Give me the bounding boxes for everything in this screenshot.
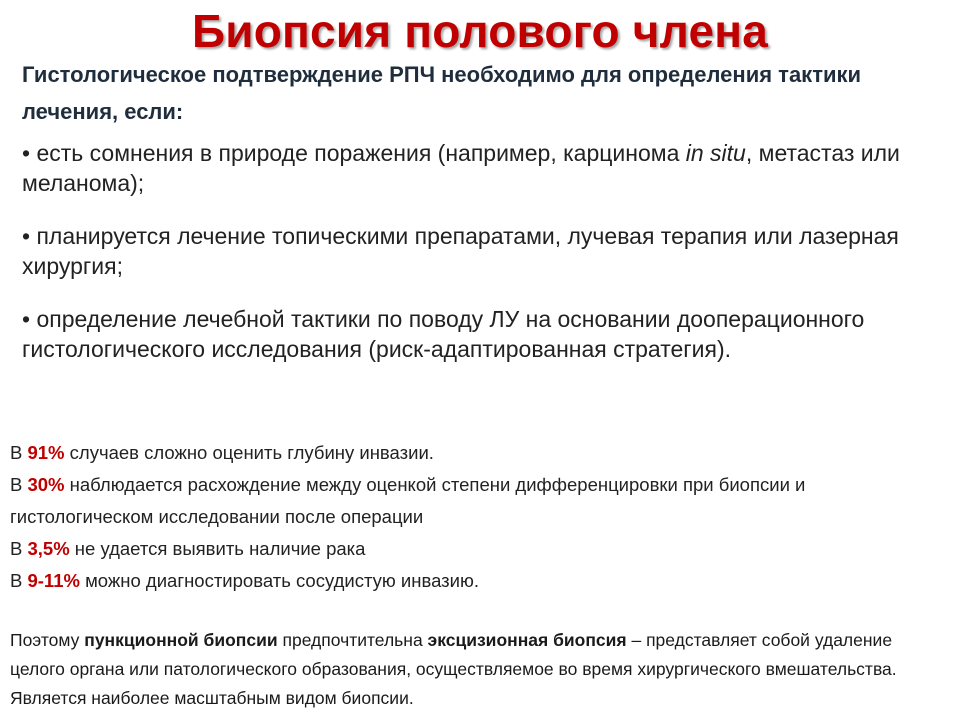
stat-line [10,437,950,469]
bullet-list [22,138,922,387]
stat-percent: 30% [27,474,65,495]
conclusion-note [10,626,950,713]
slide-title: Биопсия полового члена [191,5,769,57]
stat-prefix: В [10,474,28,495]
note-bold-term: эксцизионная биопсия [427,630,627,650]
stat-text: не удается выявить наличие рака [69,538,366,559]
stat-line [10,533,950,565]
stat-prefix: В [10,538,28,559]
stat-text: можно диагностировать сосудистую инвазию. [79,570,480,591]
bullet-italic-text: in situ [685,140,746,166]
stat-prefix: В [10,570,28,591]
stat-text: наблюдается расхождение между оценкой степени дифференцировки при биопсии и гистологическом исследовании после операции [10,474,806,527]
note-bold-term: пункционной биопсии [84,630,278,650]
statistics-list [10,437,950,597]
bullet-item-doubt [22,138,922,198]
note-text: Поэтому [10,630,85,650]
note-text: – представляет собой удаление целого органа или патологического образования, осуществляемое во время хирургического вмешательства. Является наиболее масштабным видом биопсии. [10,630,897,708]
intro-text: Гистологическое подтверждение РПЧ необходимо для определения тактики лечения, если: [22,62,862,124]
stat-percent: 3,5% [27,538,70,559]
stat-line [10,565,950,597]
stat-text: случаев сложно оценить глубину инвазии. [64,442,434,463]
note-text: предпочтительна [277,630,428,650]
stat-percent: 9-11% [27,570,80,591]
bullet-item-topical: • планируется лечение топическими препаратами, лучевая терапия или лазерная хирургия; [22,223,899,279]
bullet-text: • есть сомнения в природе поражения (например, карцинома [22,140,686,166]
stat-prefix: В [10,442,28,463]
stat-percent: 91% [27,442,65,463]
bullet-item-lymph-nodes: • определение лечебной тактики по поводу ЛУ на основании дооперационного гистологического исследования (риск-адаптированная стратегия). [22,306,865,362]
bullet-text: , метастаз или меланома); [22,140,900,196]
stat-line [10,469,950,533]
